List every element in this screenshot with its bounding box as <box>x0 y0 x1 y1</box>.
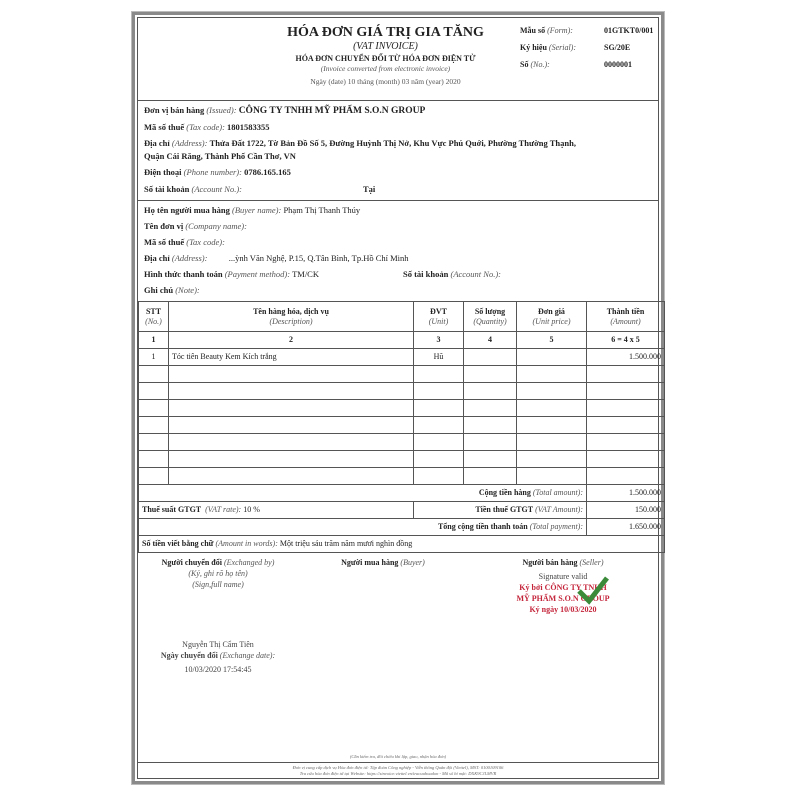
converted-subtitle: (Invoice converted from electronic invoice) <box>320 64 451 73</box>
footer: Đơn vị cung cấp dịch vụ Hóa đơn điện tử: Tập đoàn Công nghiệp - Viễn thông Quân đội (Viettel), MST: 0100109106 Tra cứu hóa đơn điện tử tại Website: https://sinvoice.viettel.vn/tracuuhoadon - Mã số bí mật: DXK9CJLMVR <box>138 762 658 777</box>
serial-number: SG/20E <box>604 43 631 52</box>
total-payment: 1.650.000 <box>587 519 665 536</box>
exchanger-signature: Người chuyển đổi (Exchanged by) (Ký, ghi rõ họ tên) (Sign,full name) <box>161 558 275 589</box>
converted-title: HÓA ĐƠN CHUYỂN ĐỔI TỪ HÓA ĐƠN ĐIỆN TỬ <box>295 54 476 63</box>
total-amount: 1.500.000 <box>587 485 665 502</box>
amount-in-words: Một triệu sáu trăm năm mươi nghìn đồng <box>279 539 413 548</box>
amount-in-words-row: Số tiền viết bằng chữ (Amount in words): Một triệu sáu trăm năm mươi nghìn đồng <box>139 536 665 553</box>
seller-signature: Người bán hàng (Seller) Signature valid Ký bởi CÔNG TY TNHH MỸ PHẨM S.O.N GROUP Ký ngày 10/03/2020 <box>516 558 610 614</box>
table-header: STT (No.) Tên hàng hóa, dịch vụ (Description) ĐVT (Unit) Số lượng (Quantity) Đơn giá (Unit price) Thành tiền (Amount) <box>139 302 665 332</box>
table-row: 1 Tóc tiên Beauty Kem Kích trắng Hũ 1.500.000 <box>139 349 665 366</box>
checkmark-icon <box>576 575 610 605</box>
total-amount-row: Cộng tiền hàng (Total amount): 1.500.000 <box>139 485 665 502</box>
signatures-section <box>138 553 658 725</box>
invoice-header <box>138 18 658 101</box>
table-and-signatures <box>138 301 661 725</box>
seller-tax: 1801583355 <box>227 122 270 132</box>
vat-row: Thuế suất GTGT (VAT rate): 10 % Tiền thuế GTGT (VAT Amount): 150.000 <box>139 502 665 519</box>
items-table <box>138 301 665 553</box>
total-payment-row: Tổng cộng tiền thanh toán (Total payment): 1.650.000 <box>139 519 665 536</box>
exchange-info: Nguyễn Thị Cẩm Tiên Ngày chuyển đổi (Exchange date): 10/03/2020 17:54:45 <box>160 640 276 674</box>
buyer-name: Phạm Thị Thanh Thúy <box>283 205 361 215</box>
seller-phone: 0786.165.165 <box>244 167 291 177</box>
footer-note: (Cần kiểm tra, đối chiếu khi lập, giao, nhận hóa đơn) <box>349 754 447 759</box>
seller-name: CÔNG TY TNHH MỸ PHẨM S.O.N GROUP <box>238 106 426 116</box>
buyer-signature: Người mua hàng (Buyer) <box>341 558 425 567</box>
column-numbers-row: 1 2 3 4 5 6 = 4 x 5 <box>139 332 665 349</box>
invoice-meta: Mẫu số (Form): Ký hiệu (Serial): Số (No.): <box>520 26 577 69</box>
seller-address: Thửa Đất 1722, Tờ Bản Đồ Số 5, Đường Huỳnh Thị Nở, Khu Vực Phú Quới, Phường Thường Thạnh, <box>209 138 576 148</box>
form-number: 01GTKT0/001 <box>604 26 654 35</box>
invoice-number: 0000001 <box>604 60 632 69</box>
invoice-page <box>132 12 664 784</box>
invoice-title: HÓA ĐƠN GIÁ TRỊ GIA TĂNG <box>287 25 484 40</box>
buyer-address: ...ỳnh Văn Nghệ, P.15, Q.Tân Bình, Tp.Hồ Chí Minh <box>228 253 409 263</box>
buyer-section: Họ tên người mua hàng (Buyer name): Phạm Thị Thanh Thúy Tên đơn vị (Company name): Mã số thuế (Tax code): Địa chỉ (Address): ...ỳnh Văn Nghệ, P.15, Q.Tân Bình, Tp.Hồ Chí Minh Hình thức thanh toán (Payment method): TM/CK Số tài khoản (Account No.): Ghi chú (Note): <box>144 205 501 295</box>
payment-method: TM/CK <box>292 269 319 279</box>
invoice-subtitle: (VAT INVOICE) <box>353 41 418 52</box>
vat-amount: 150.000 <box>587 502 665 519</box>
vat-rate: 10 % <box>243 505 260 514</box>
invoice-date: Ngày (date) 10 tháng (month) 03 năm (year) 2020 <box>310 77 461 86</box>
seller-section: Đơn vị bán hàng (Issued): CÔNG TY TNHH MỸ PHẨM S.O.N GROUP Mã số thuế (Tax code): 1801583355 Địa chỉ (Address): Thửa Đất 1722, Tờ Bản Đồ Số 5, Đường Huỳnh Thị Nở, Khu Vực Phú Quới, Phường Thường Thạnh, Quận Cái Răng, Thành Phố Cần Thơ, VN Điện thoại (Phone number): 0786.165.165 Số tài khoản (Account No.): Tại <box>138 101 658 201</box>
